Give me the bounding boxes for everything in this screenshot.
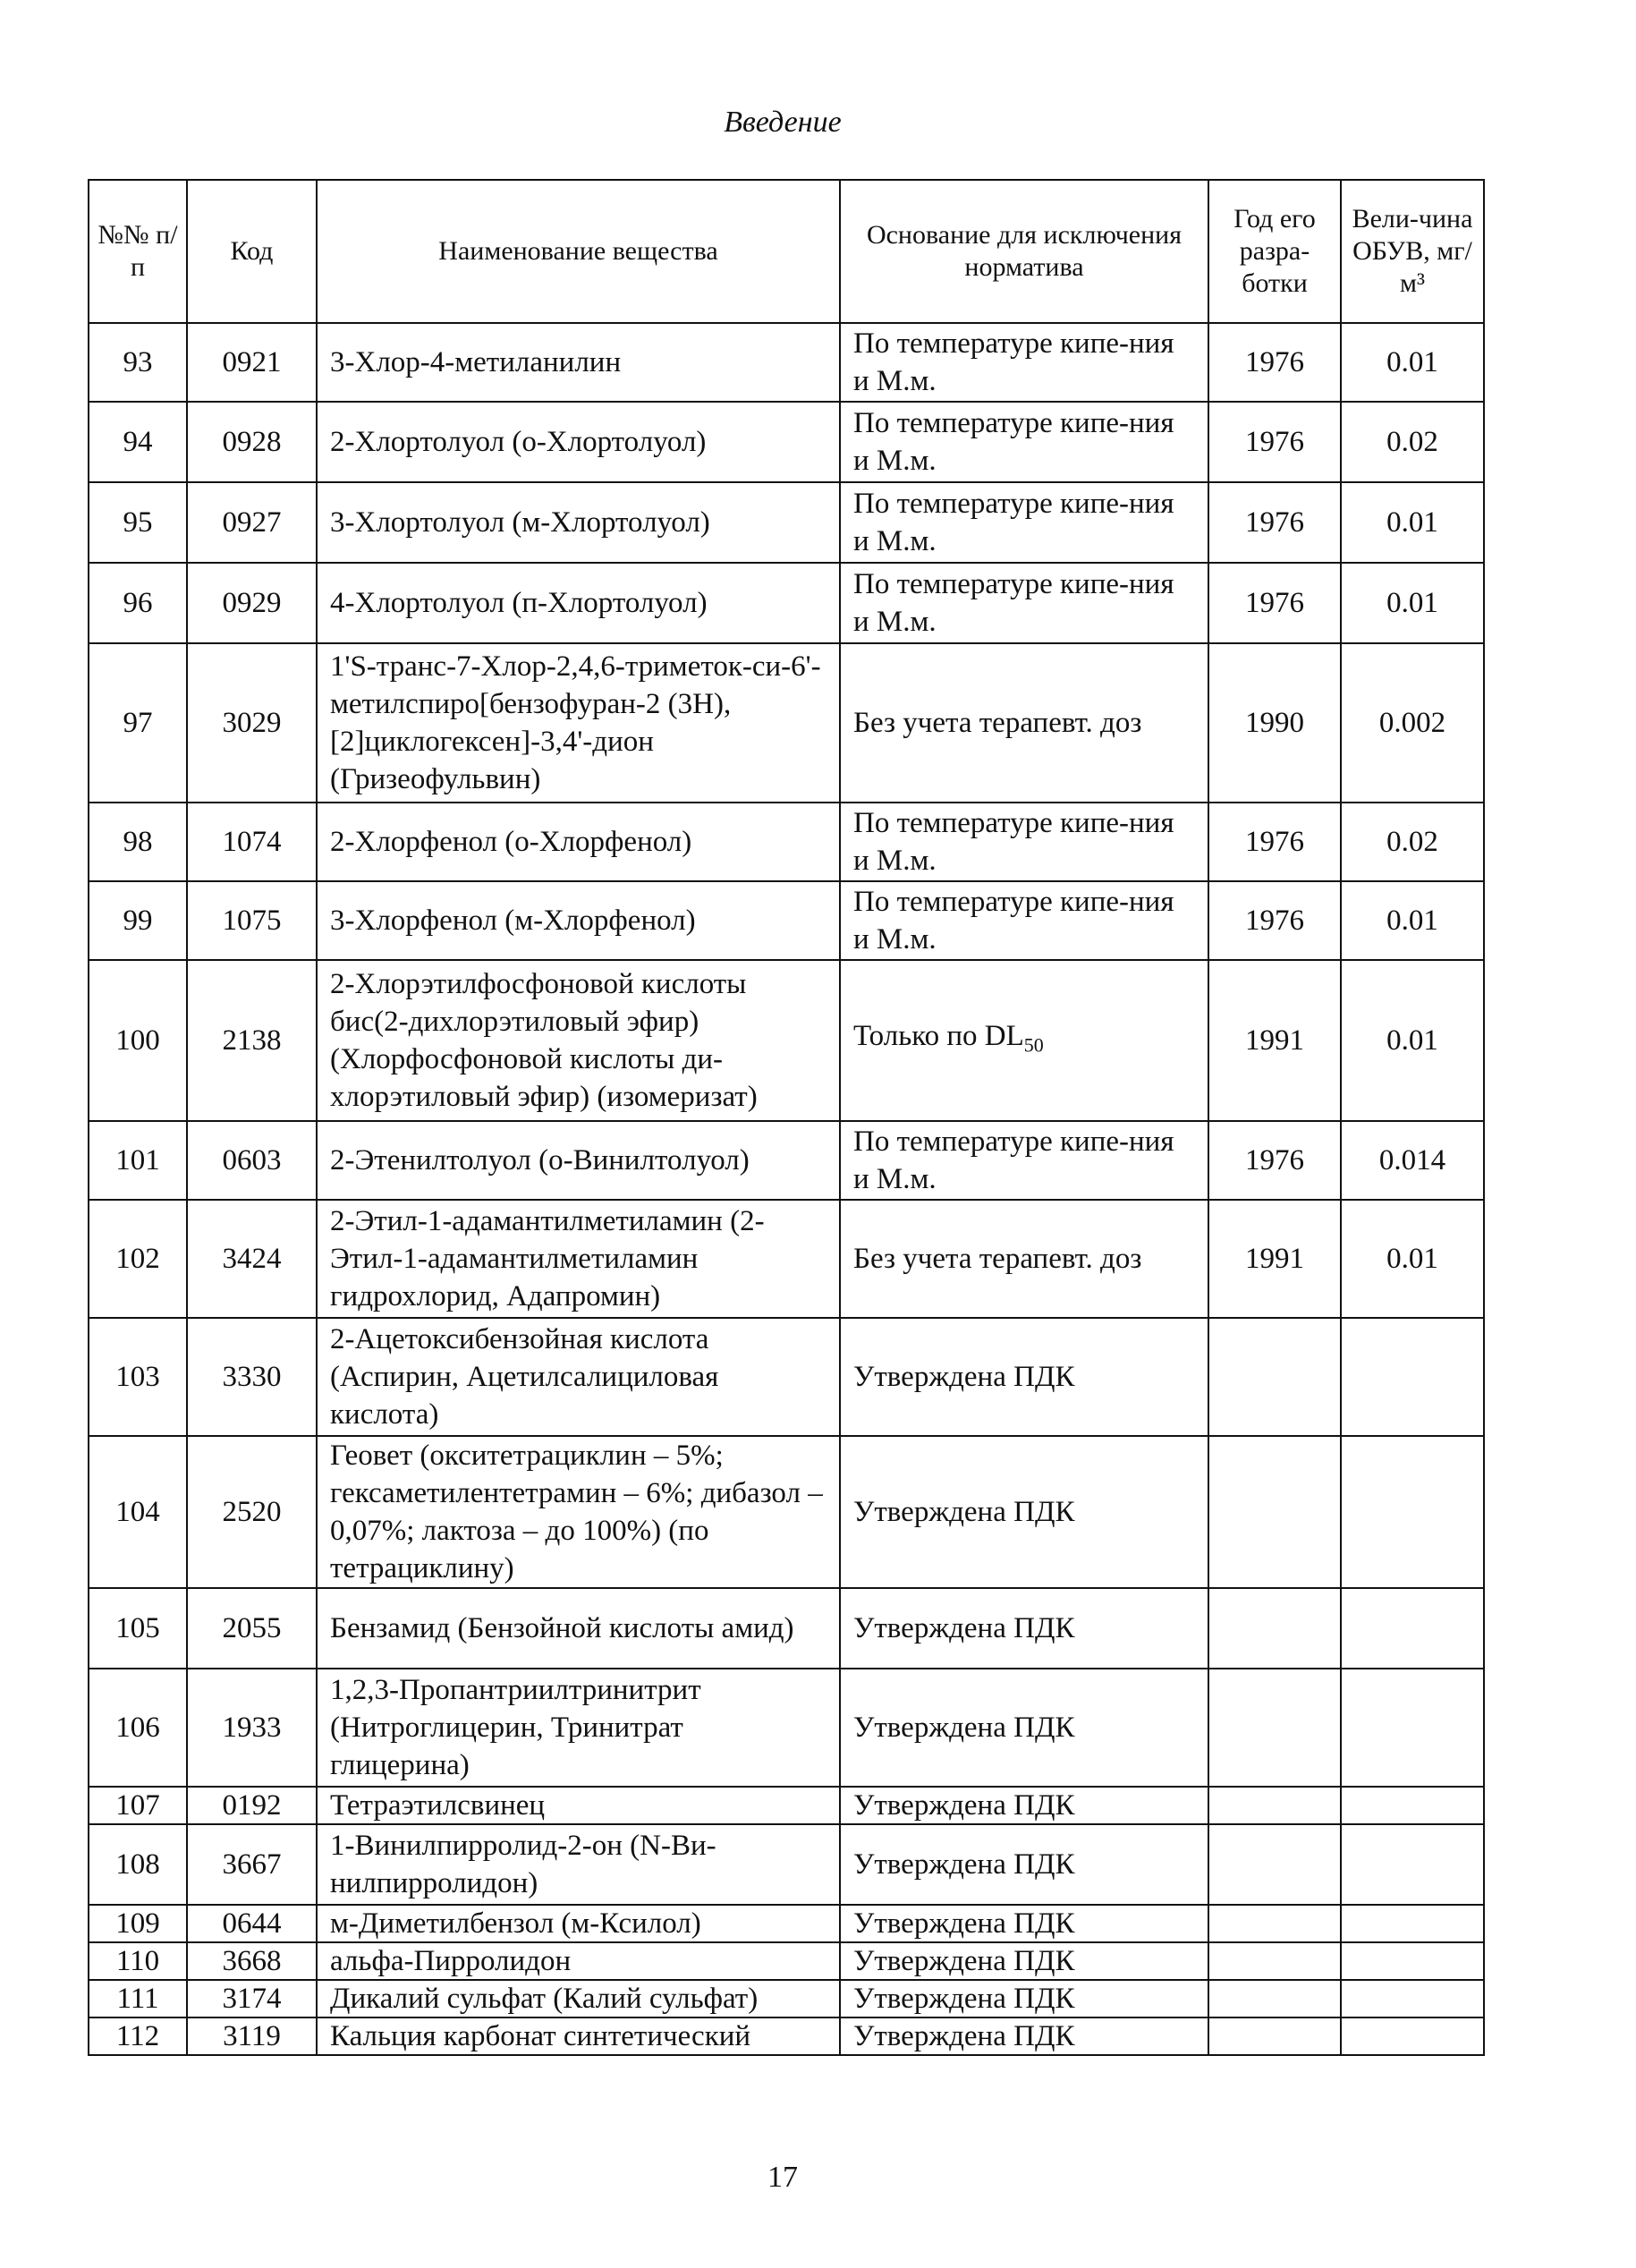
row-year	[1208, 1980, 1341, 2017]
row-exclusion-basis: Утверждена ПДК	[840, 1588, 1208, 1669]
row-code: 0921	[187, 323, 317, 402]
row-exclusion-basis: По температуре кипе-ния и М.м.	[840, 563, 1208, 643]
row-code: 0928	[187, 402, 317, 482]
row-substance-name: 4-Хлортолуол (п-Хлортолуол)	[317, 563, 840, 643]
row-exclusion-basis: Утверждена ПДК	[840, 1824, 1208, 1905]
row-number: 103	[89, 1318, 187, 1436]
table-row	[89, 1980, 1484, 2017]
row-number: 105	[89, 1588, 187, 1669]
row-exclusion-basis: Утверждена ПДК	[840, 1905, 1208, 1942]
row-year	[1208, 1588, 1341, 1669]
col-header-code: Код	[187, 180, 317, 323]
row-code: 2138	[187, 960, 317, 1121]
row-code: 2055	[187, 1588, 317, 1669]
page-header: Введение	[724, 106, 842, 139]
row-obuv-value	[1341, 1318, 1484, 1436]
row-number: 101	[89, 1121, 187, 1200]
row-year	[1208, 1436, 1341, 1588]
row-substance-name: 2-Ацетоксибензойная кислота (Аспирин, Ацетилсалициловая кислота)	[317, 1318, 840, 1436]
row-substance-name: Дикалий сульфат (Калий сульфат)	[317, 1980, 840, 2017]
row-obuv-value	[1341, 1824, 1484, 1905]
table-row	[89, 1905, 1484, 1942]
row-number: 100	[89, 960, 187, 1121]
row-number: 99	[89, 881, 187, 960]
row-code: 3424	[187, 1200, 317, 1318]
row-exclusion-basis: По температуре кипе-ния и М.м.	[840, 881, 1208, 960]
row-exclusion-basis: Утверждена ПДК	[840, 1669, 1208, 1787]
page-number: 17	[767, 2161, 798, 2194]
row-number: 106	[89, 1669, 187, 1787]
table-row	[89, 643, 1484, 803]
table-row	[89, 1588, 1484, 1669]
row-year: 1976	[1208, 563, 1341, 643]
row-obuv-value	[1341, 1669, 1484, 1787]
row-substance-name: 2-Этил-1-адамантилметиламин (2-Этил-1-адамантилметиламин гидрохлорид, Адапромин)	[317, 1200, 840, 1318]
table-row	[89, 482, 1484, 563]
substances-table	[88, 179, 1485, 2056]
row-code: 1933	[187, 1669, 317, 1787]
row-code: 2520	[187, 1436, 317, 1588]
row-year: 1976	[1208, 323, 1341, 402]
row-obuv-value: 0.01	[1341, 482, 1484, 563]
table-row	[89, 960, 1484, 1121]
row-code: 3119	[187, 2017, 317, 2055]
row-exclusion-basis: Утверждена ПДК	[840, 1787, 1208, 1824]
row-year: 1976	[1208, 881, 1341, 960]
row-code: 3330	[187, 1318, 317, 1436]
row-exclusion-basis: Утверждена ПДК	[840, 2017, 1208, 2055]
table-row	[89, 1787, 1484, 1824]
row-year	[1208, 2017, 1341, 2055]
row-obuv-value	[1341, 1942, 1484, 1980]
row-obuv-value: 0.01	[1341, 960, 1484, 1121]
table-row	[89, 803, 1484, 881]
row-exclusion-basis: По температуре кипе-ния и М.м.	[840, 482, 1208, 563]
row-obuv-value: 0.01	[1341, 563, 1484, 643]
row-obuv-value: 0.002	[1341, 643, 1484, 803]
row-code: 0927	[187, 482, 317, 563]
row-number: 112	[89, 2017, 187, 2055]
row-year: 1991	[1208, 960, 1341, 1121]
row-code: 3174	[187, 1980, 317, 2017]
row-exclusion-basis: По температуре кипе-ния и М.м.	[840, 323, 1208, 402]
row-code: 1074	[187, 803, 317, 881]
row-obuv-value	[1341, 2017, 1484, 2055]
col-header-num: №№ п/п	[89, 180, 187, 323]
row-substance-name: 3-Хлорфенол (м-Хлорфенол)	[317, 881, 840, 960]
row-number: 97	[89, 643, 187, 803]
row-substance-name: альфа-Пирролидон	[317, 1942, 840, 1980]
row-exclusion-basis: По температуре кипе-ния и М.м.	[840, 803, 1208, 881]
row-obuv-value: 0.02	[1341, 803, 1484, 881]
row-obuv-value	[1341, 1905, 1484, 1942]
row-obuv-value: 0.01	[1341, 881, 1484, 960]
row-obuv-value	[1341, 1787, 1484, 1824]
row-number: 108	[89, 1824, 187, 1905]
row-obuv-value: 0.01	[1341, 1200, 1484, 1318]
row-code: 3668	[187, 1942, 317, 1980]
row-code: 0603	[187, 1121, 317, 1200]
row-number: 110	[89, 1942, 187, 1980]
table-row	[89, 402, 1484, 482]
row-substance-name: Кальция карбонат синтетический	[317, 2017, 840, 2055]
row-code: 0929	[187, 563, 317, 643]
row-code: 3029	[187, 643, 317, 803]
row-number: 95	[89, 482, 187, 563]
col-header-basis: Основание для исключения норматива	[840, 180, 1208, 323]
row-year	[1208, 1942, 1341, 1980]
table-row	[89, 1669, 1484, 1787]
row-exclusion-basis: Без учета терапевт. доз	[840, 1200, 1208, 1318]
table-row	[89, 1318, 1484, 1436]
table-row	[89, 1942, 1484, 1980]
row-exclusion-basis: Только по $DL_{50}$	[840, 960, 1208, 1121]
row-substance-name: 1'S-транс-7-Хлор-2,4,6-триметок-си-6'-метилспиро[бензофуран-2 (3Н), [2]циклогексен]-3,4'-дион (Гризеофульвин)	[317, 643, 840, 803]
row-substance-name: 1-Винилпирролид-2-он (N-Ви-нилпирролидон)	[317, 1824, 840, 1905]
table-header-row	[89, 180, 1484, 323]
row-number: 98	[89, 803, 187, 881]
row-year	[1208, 1824, 1341, 1905]
row-exclusion-basis: Без учета терапевт. доз	[840, 643, 1208, 803]
row-number: 111	[89, 1980, 187, 2017]
row-year	[1208, 1905, 1341, 1942]
table-row	[89, 1200, 1484, 1318]
table-row	[89, 2017, 1484, 2055]
row-substance-name: 2-Хлорфенол (о-Хлорфенол)	[317, 803, 840, 881]
row-year: 1976	[1208, 402, 1341, 482]
row-year	[1208, 1669, 1341, 1787]
row-year: 1976	[1208, 1121, 1341, 1200]
row-substance-name: 1,2,3-Пропантриилтринитрит (Нитроглицерин, Тринитрат глицерина)	[317, 1669, 840, 1787]
row-exclusion-basis: Утверждена ПДК	[840, 1318, 1208, 1436]
row-substance-name: 2-Хлортолуол (о-Хлортолуол)	[317, 402, 840, 482]
row-obuv-value: 0.014	[1341, 1121, 1484, 1200]
table-row	[89, 323, 1484, 402]
col-header-year: Год его разра-ботки	[1208, 180, 1341, 323]
row-year: 1976	[1208, 482, 1341, 563]
row-substance-name: 2-Хлорэтилфосфоновой кислоты бис(2-дихлорэтиловый эфир) (Хлорфосфоновой кислоты ди-хлорэтиловый эфир) (изомеризат)	[317, 960, 840, 1121]
table-body	[89, 323, 1484, 2055]
row-substance-name: Бензамид (Бензойной кислоты амид)	[317, 1588, 840, 1669]
row-number: 102	[89, 1200, 187, 1318]
row-exclusion-basis: По температуре кипе-ния и М.м.	[840, 402, 1208, 482]
table-row	[89, 563, 1484, 643]
row-substance-name: м-Диметилбензол (м-Ксилол)	[317, 1905, 840, 1942]
col-header-name: Наименование вещества	[317, 180, 840, 323]
row-substance-name: 3-Хлор-4-метиланилин	[317, 323, 840, 402]
row-code: 0644	[187, 1905, 317, 1942]
row-obuv-value	[1341, 1588, 1484, 1669]
row-number: 94	[89, 402, 187, 482]
row-number: 109	[89, 1905, 187, 1942]
col-header-value: Вели-чина ОБУВ, мг/м³	[1341, 180, 1484, 323]
row-year	[1208, 1787, 1341, 1824]
row-code: 0192	[187, 1787, 317, 1824]
row-number: 93	[89, 323, 187, 402]
row-substance-name: Геовет (окситетрациклин – 5%; гексаметилентетрамин – 6%; дибазол – 0,07%; лактоза – до 100%) (по тетрациклину)	[317, 1436, 840, 1588]
table-row	[89, 1436, 1484, 1588]
row-substance-name: Тетраэтилсвинец	[317, 1787, 840, 1824]
row-obuv-value: 0.02	[1341, 402, 1484, 482]
row-year: 1991	[1208, 1200, 1341, 1318]
row-exclusion-basis: Утверждена ПДК	[840, 1436, 1208, 1588]
table-row	[89, 1824, 1484, 1905]
table-row	[89, 881, 1484, 960]
row-exclusion-basis: По температуре кипе-ния и М.м.	[840, 1121, 1208, 1200]
row-exclusion-basis: Утверждена ПДК	[840, 1942, 1208, 1980]
row-year: 1976	[1208, 803, 1341, 881]
row-number: 107	[89, 1787, 187, 1824]
row-obuv-value	[1341, 1980, 1484, 2017]
row-obuv-value: 0.01	[1341, 323, 1484, 402]
row-obuv-value	[1341, 1436, 1484, 1588]
row-year: 1990	[1208, 643, 1341, 803]
table-row	[89, 1121, 1484, 1200]
row-code: 1075	[187, 881, 317, 960]
row-year	[1208, 1318, 1341, 1436]
row-exclusion-basis: Утверждена ПДК	[840, 1980, 1208, 2017]
row-number: 104	[89, 1436, 187, 1588]
row-substance-name: 2-Этенилтолуол (о-Винилтолуол)	[317, 1121, 840, 1200]
row-code: 3667	[187, 1824, 317, 1905]
row-number: 96	[89, 563, 187, 643]
row-substance-name: 3-Хлортолуол (м-Хлортолуол)	[317, 482, 840, 563]
